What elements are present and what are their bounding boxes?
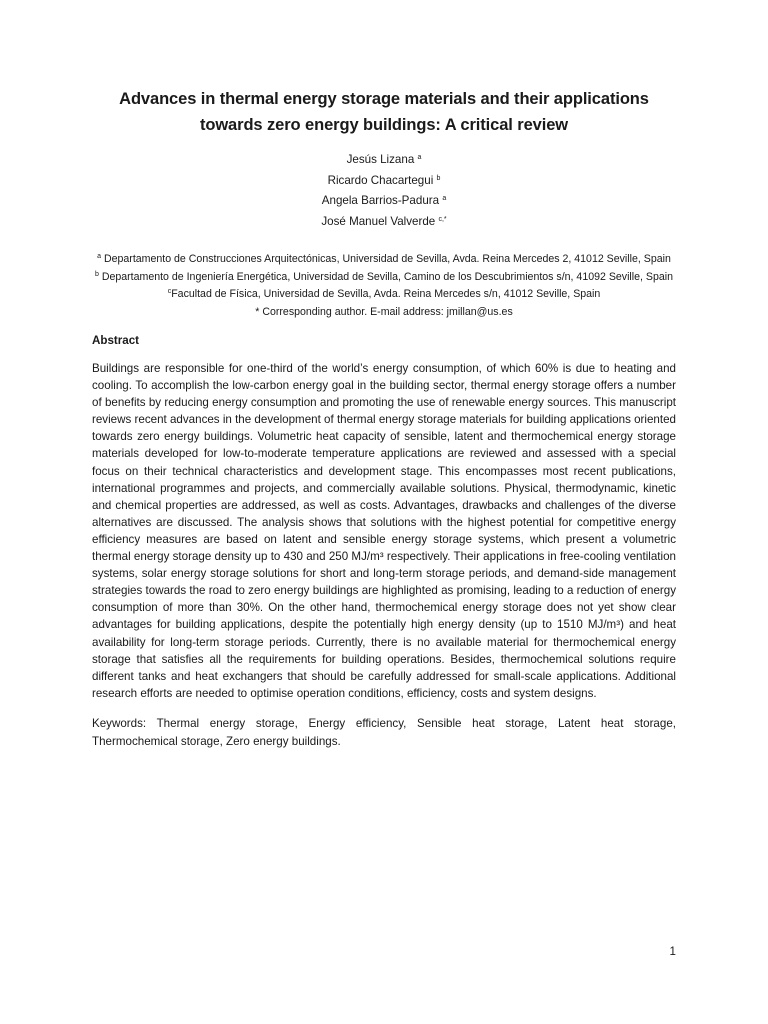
- author-list: [0, 150, 768, 233]
- abstract-heading: Abstract: [92, 334, 140, 347]
- author-affiliation-mark: a: [417, 154, 422, 161]
- title-line-1: Advances in thermal energy storage materials and their applications: [119, 90, 649, 108]
- keywords: Keywords: Thermal energy storage, Energy efficiency, Sensible heat storage, Latent heat storage, Thermochemical storage, Zero energy buildings.: [92, 717, 676, 748]
- author-name: Angela Barrios-Padura: [321, 194, 440, 208]
- author-affiliation-mark: a: [442, 195, 447, 203]
- abstract-body: Buildings are responsible for one-third of the world’s energy consumption, of which 60% is due to heating and cooling. To accomplish the low-carbon energy goal in the building sector, thermal energy storage offers a number of benefits by reducing energy consumption and promoting the use of renewable energy sources. This manuscript reviews recent advances in the development of thermal energy storage materials for building applications oriented towards zero energy buildings. Volumetric heat capacity of sensible, latent and thermochemical energy storage materials developed for low-to-moderate temperature applications are reviewed and assessed with a special focus on their technical characteristics and development stage. This encompasses most recent publications, international programmes and projects, and commercially available solutions. Physical, thermodynamic, kinetic and chemical properties are addressed, as well as costs. Advantages, drawbacks and challenges of the diverse alternatives are discussed. The analysis shows that solutions with the highest potential for competitive energy efficiency measures are based on latent and sensible energy storage systems, which present a volumetric thermal energy storage density up to 430 and 250 MJ/m³ respectively. Their applications in free-cooling ventilation systems, solar energy storage solutions for short and long-term storage periods, and demand-side management strategies towards the road to zero energy buildings are highlighted as promising, leading to a reduction of energy consumption of more than 30%. On the other hand, thermochemical energy storage does not yet show clear advantages for building applications, despite the potentially high energy density (up to 1510 MJ/m³) and heat availability for long-term storage periods. Currently, there is no available material for thermochemical energy storage that satisfies all the requirements for building operations. Besides, thermochemical solutions require different tanks and heat exchangers that should be carefully addressed for small-scale applications. Additional research efforts are needed to optimise operation conditions, efficiency, costs and system designs.: [92, 362, 676, 700]
- author-name: Jesús Lizana: [346, 153, 415, 166]
- affiliation-list: [0, 251, 768, 321]
- affiliation-item: [0, 251, 768, 269]
- author-name: Ricardo Chacartegui: [327, 173, 434, 187]
- title-line-2: towards zero energy buildings: A critical review: [199, 116, 569, 134]
- affiliation-mark: *: [255, 305, 260, 318]
- author-affiliation-mark: c,*: [438, 216, 447, 224]
- affiliation-mark: a: [97, 253, 102, 260]
- affiliation-item: [0, 286, 768, 304]
- affiliation-text: Facultad de Física, Universidad de Sevilla, Avda. Reina Mercedes s/n, 41012 Seville, Spain: [171, 288, 601, 300]
- author-item: [0, 171, 768, 192]
- affiliation-item: [0, 269, 768, 287]
- author-name: José Manuel Valverde: [321, 215, 436, 229]
- affiliation-text: Departamento de Ingeniería Energética, Universidad de Sevilla, Camino de los Descubrimientos s/n, 41092 Seville, Spain: [101, 270, 674, 283]
- author-item: [0, 212, 768, 233]
- author-item: [0, 191, 768, 212]
- author-item: [0, 150, 768, 171]
- page-number: 1: [669, 945, 676, 958]
- corresponding-author-note: [0, 304, 768, 322]
- affiliation-text: Departamento de Construcciones Arquitectónicas, Universidad de Sevilla, Avda. Reina Mercedes 2, 41012 Seville, Spain: [103, 253, 671, 265]
- author-affiliation-mark: b: [436, 174, 441, 182]
- paper-title: [60, 86, 708, 138]
- affiliation-text: Corresponding author. E-mail address: jmillan@us.es: [262, 305, 513, 318]
- affiliation-mark: b: [94, 270, 99, 278]
- affiliation-mark: c: [167, 288, 172, 295]
